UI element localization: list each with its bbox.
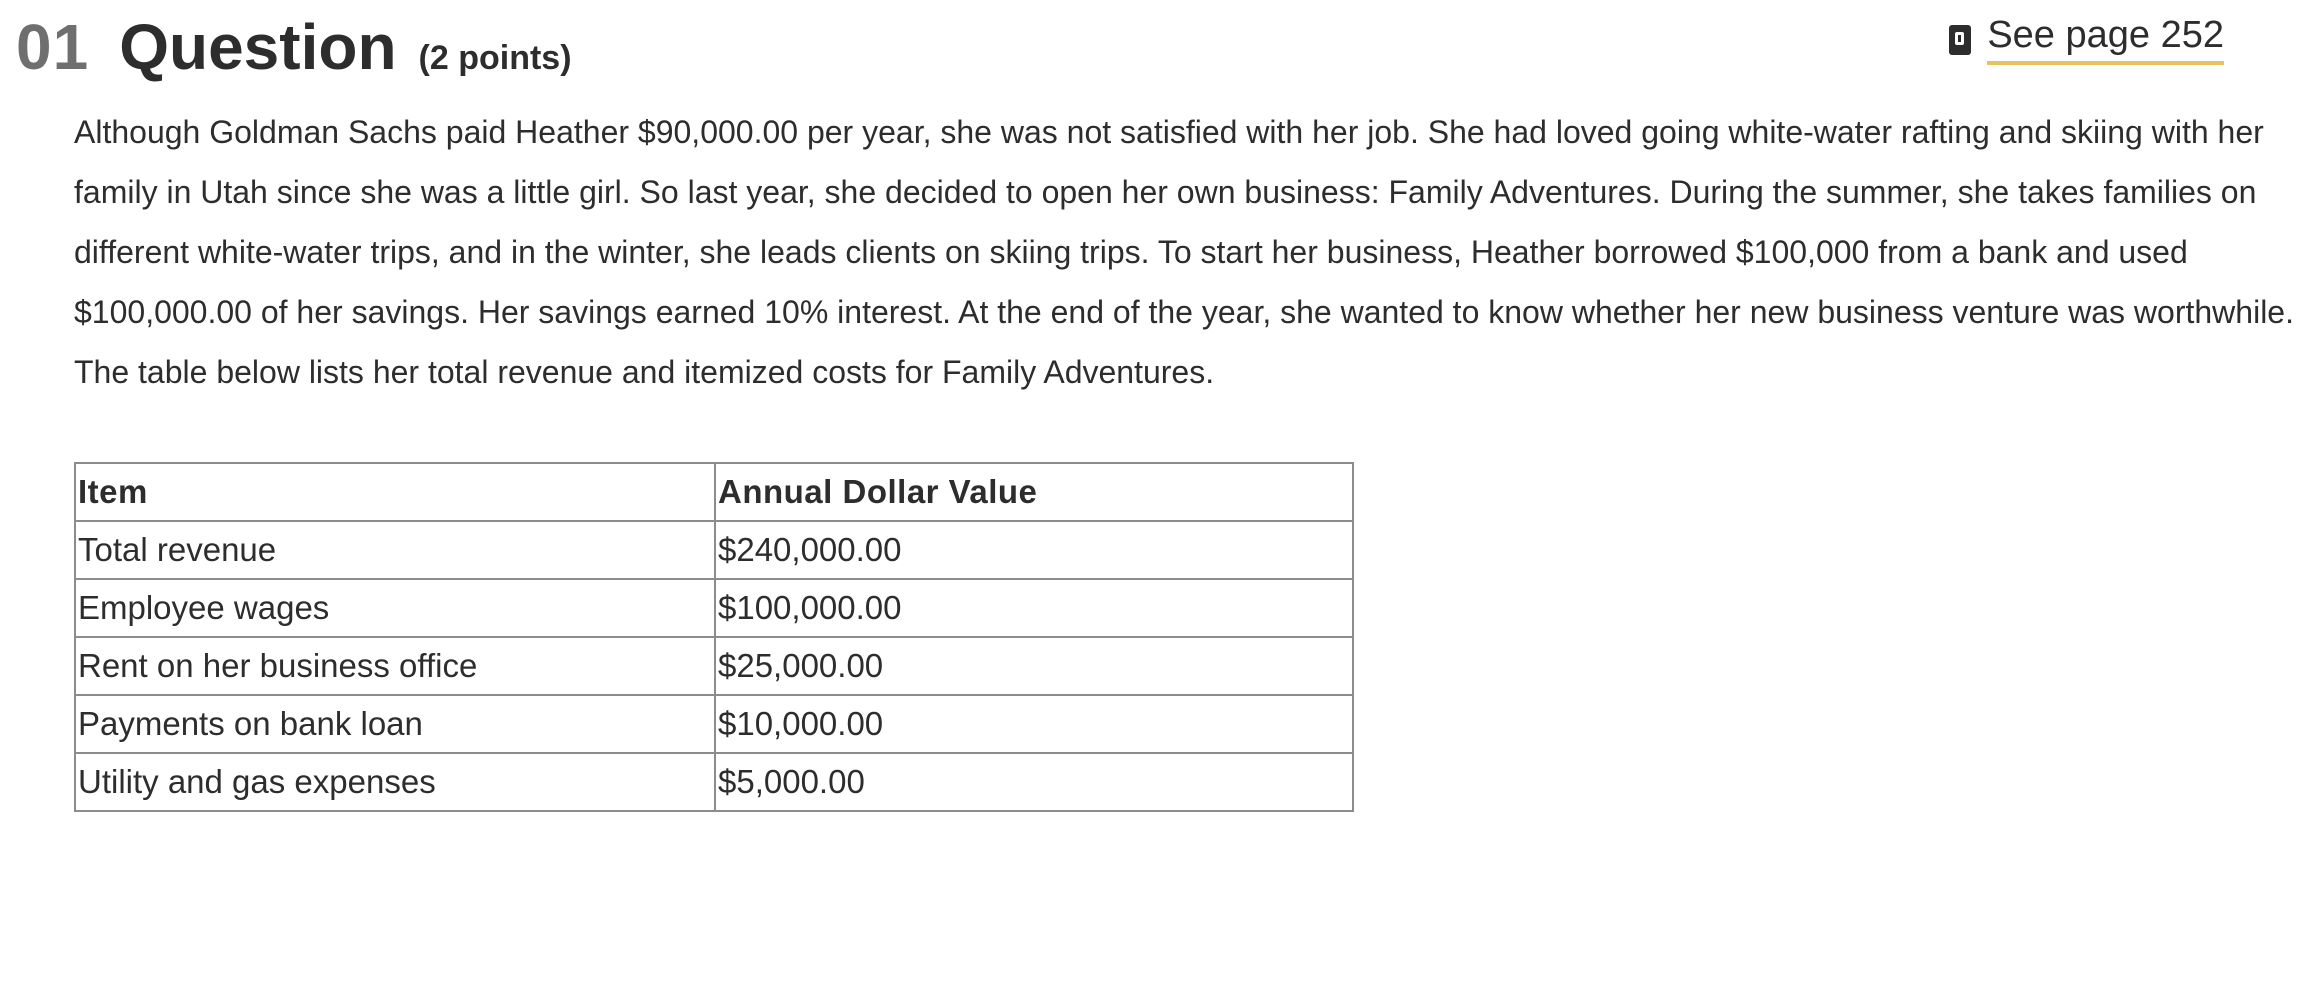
table-cell-item: Payments on bank loan [75, 695, 715, 753]
table-cell-item: Employee wages [75, 579, 715, 637]
see-page-link[interactable] [1949, 14, 2224, 65]
see-page-label: See page 252 [1987, 14, 2224, 65]
table-row [75, 695, 1353, 753]
table-cell-item: Total revenue [75, 521, 715, 579]
table-row [75, 637, 1353, 695]
table-row [75, 521, 1353, 579]
question-title: Question [119, 11, 397, 83]
table-cell-item: Utility and gas expenses [75, 753, 715, 811]
column-header-item: Item [75, 463, 715, 521]
table-row [75, 753, 1353, 811]
table-row [75, 579, 1353, 637]
table-header-row [75, 463, 1353, 521]
question-points: (2 points) [418, 39, 572, 77]
column-header-value: Annual Dollar Value [715, 463, 1353, 521]
cost-table [74, 462, 1354, 812]
table-cell-value: $100,000.00 [715, 579, 1353, 637]
table-cell-value: $5,000.00 [715, 753, 1353, 811]
table-cell-item: Rent on her business office [75, 637, 715, 695]
question-header [16, 10, 572, 90]
table-cell-value: $10,000.00 [715, 695, 1353, 753]
ebook-icon [1949, 25, 1971, 55]
question-number: 01 [16, 11, 90, 83]
table-cell-value: $25,000.00 [715, 637, 1353, 695]
table-cell-value: $240,000.00 [715, 521, 1353, 579]
question-text: Although Goldman Sachs paid Heather $90,000.00 per year, she was not satisfied with her job. She had loved going white-water rafting and skiing with her family in Utah since she was a little girl. So last year, she decided to open her own business: Family Adventures. During the summer, she takes families on different white-water trips, and in the winter, she leads clients on skiing trips. To start her business, Heather borrowed $100,000 from a bank and used $100,000.00 of her savings. Her savings earned 10% interest. At the end of the year, she wanted to know whether her new business venture was worthwhile. The table below lists her total revenue and itemized costs for Family Adventures. [74, 114, 2294, 390]
